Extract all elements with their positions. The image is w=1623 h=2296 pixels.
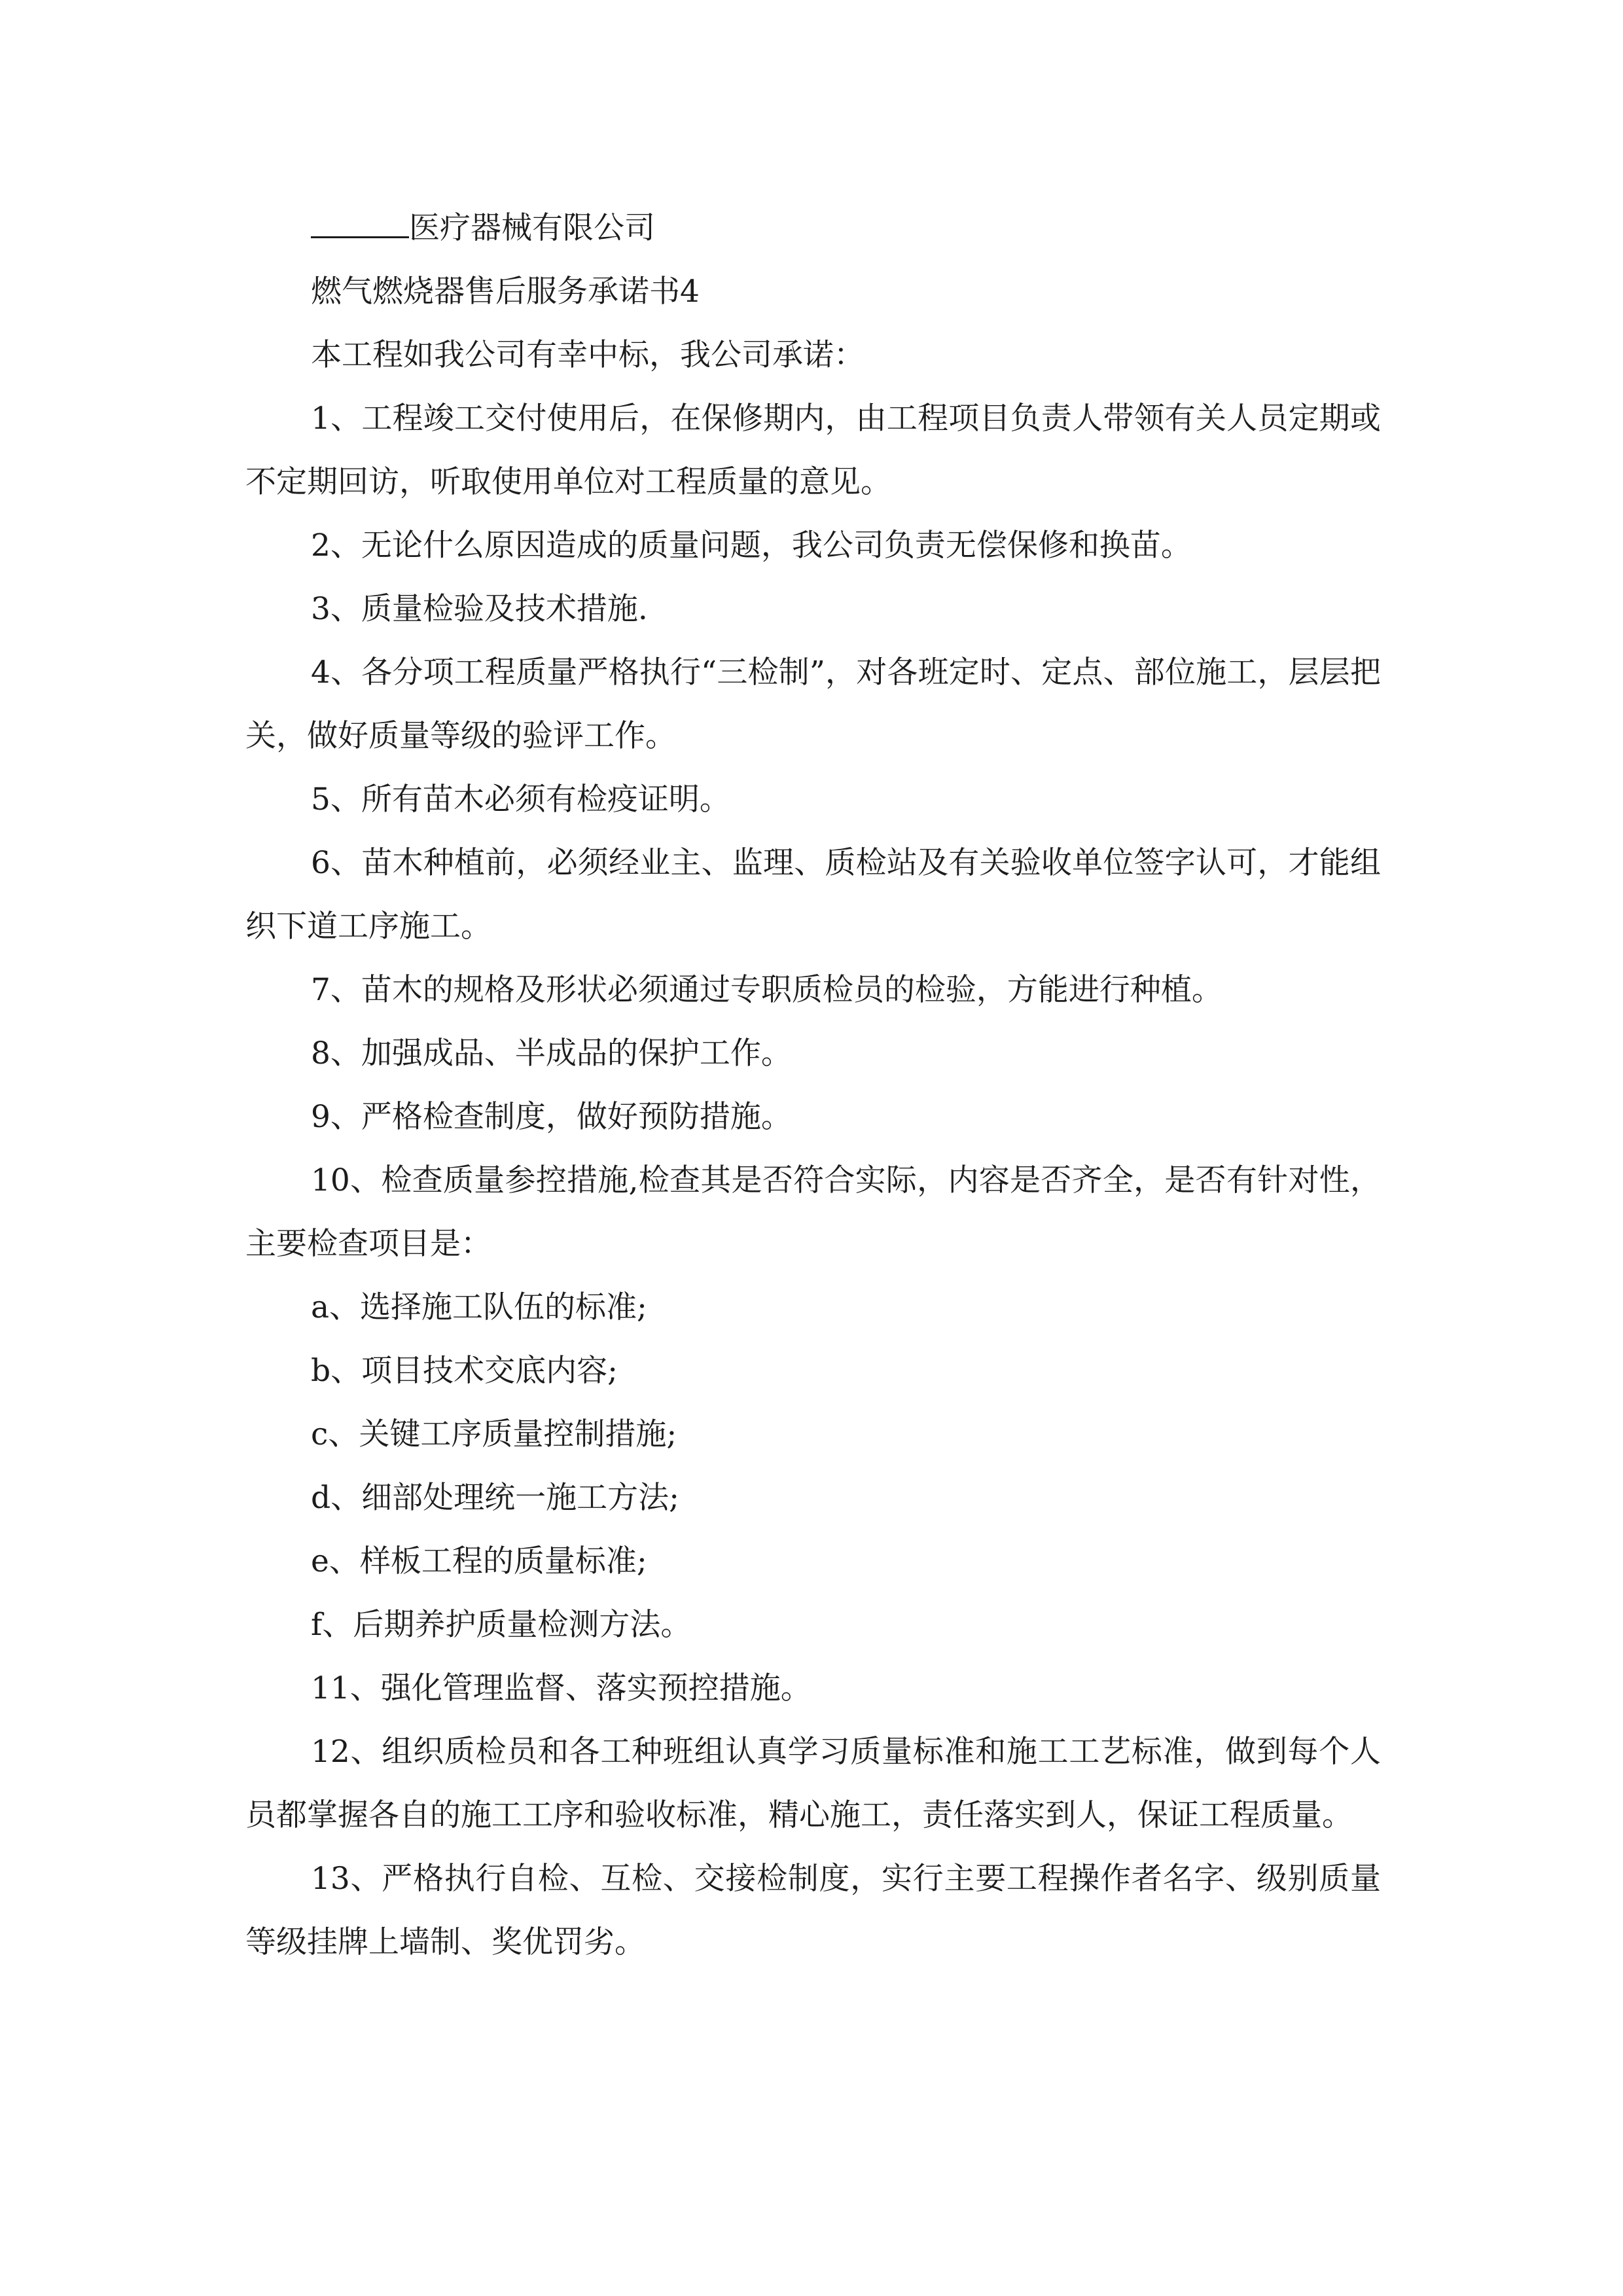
paragraph-subitem-a: a、选择施工队伍的标准; — [311, 1289, 647, 1325]
paragraph-item-2: 2、无论什么原因造成的质量问题，我公司负责无偿保修和换苗。 — [311, 528, 1192, 564]
paragraph-item-8: 8、加强成品、半成品的保护工作。 — [311, 1035, 792, 1071]
paragraph-item-9: 9、严格检查制度，做好预防措施。 — [311, 1099, 792, 1135]
paragraph-item-12: 12、组织质检员和各工种班组认真学习质量标准和施工工艺标准，做到每个人员都掌握各自的施工工序和验收标准，精心施工，责任落实到人，保证工程质量。 — [245, 1734, 1381, 1833]
paragraph-item-11: 11、强化管理监督、落实预控措施。 — [311, 1670, 812, 1706]
blank-underline — [311, 197, 409, 238]
paragraph-subitem-c: c、关键工序质量控制措施; — [311, 1416, 677, 1452]
paragraph-item-3: 3、质量检验及技术措施. — [311, 591, 648, 627]
company-name: 医疗器械有限公司 — [409, 210, 655, 246]
paragraph-item-7: 7、苗木的规格及形状必须通过专职质检员的检验，方能进行种植。 — [311, 972, 1222, 1008]
paragraph-item-6: 6、苗木种植前，必须经业主、监理、质检站及有关验收单位签字认可，才能组织下道工序施工。 — [245, 845, 1381, 944]
paragraph-item-1: 1、工程竣工交付使用后，在保修期内，由工程项目负责人带领有关人员定期或不定期回访，听取使用单位对工程质量的意见。 — [245, 401, 1381, 500]
paragraph-item-10: 10、检查质量参控措施,检查其是否符合实际，内容是否齐全，是否有针对性，主要检查项目是： — [245, 1162, 1381, 1262]
paragraph-subitem-b: b、项目技术交底内容; — [311, 1353, 618, 1389]
paragraph-item-13: 13、严格执行自检、互检、交接检制度，实行主要工程操作者名字、级别质量等级挂牌上墙制、奖优罚劣。 — [245, 1861, 1381, 1960]
paragraph-subitem-d: d、细部处理统一施工方法; — [311, 1480, 679, 1516]
paragraph-subitem-e: e、样板工程的质量标准; — [311, 1543, 647, 1579]
paragraph-subitem-f: f、后期养护质量检测方法。 — [311, 1607, 692, 1643]
company-line — [245, 196, 1381, 260]
document-body — [245, 196, 1381, 1974]
paragraph-item-4: 4、各分项工程质量严格执行“三检制”，对各班定时、定点、部位施工，层层把关，做好质量等级的验评工作。 — [245, 655, 1381, 754]
paragraph-intro: 本工程如我公司有幸中标，我公司承诺： — [311, 337, 865, 373]
document-title: 燃气燃烧器售后服务承诺书4 — [311, 274, 700, 310]
paragraph-item-5: 5、所有苗木必须有检疫证明。 — [311, 781, 730, 817]
